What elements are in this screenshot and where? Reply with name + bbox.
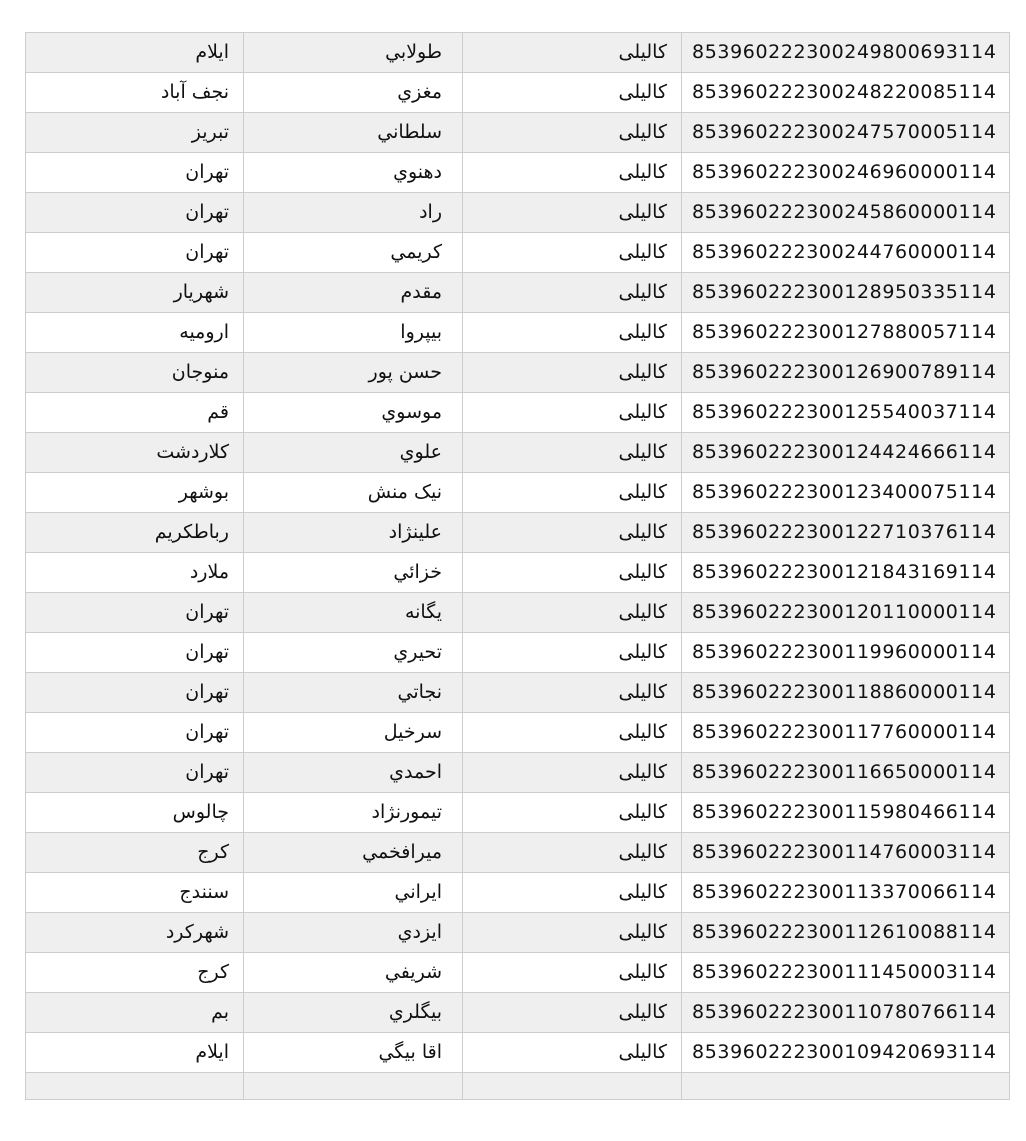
code-cell[interactable]: 853960222300118860000114 (682, 673, 1010, 713)
name-cell[interactable]: حسن پور (244, 353, 463, 393)
name-cell[interactable]: خزائي (244, 553, 463, 593)
name-cell[interactable]: بیگلري (244, 993, 463, 1033)
code-cell[interactable]: 853960222300119960000114 (682, 633, 1010, 673)
code-cell[interactable]: 853960222300126900789114 (682, 353, 1010, 393)
type-cell[interactable]: کالیلی (463, 1033, 682, 1073)
name-cell[interactable]: مقدم (244, 273, 463, 313)
type-cell[interactable]: کالیلی (463, 913, 682, 953)
city-cell[interactable]: بوشهر (26, 473, 244, 513)
city-cell[interactable]: ایلام (26, 1033, 244, 1073)
code-cell[interactable]: 853960222300116650000114 (682, 753, 1010, 793)
table-row (26, 993, 1010, 1033)
table-row (26, 433, 1010, 473)
table-row (26, 553, 1010, 593)
city-cell[interactable]: ارومیه (26, 313, 244, 353)
code-cell[interactable]: 853960222300125540037114 (682, 393, 1010, 433)
table-row (26, 713, 1010, 753)
type-cell[interactable]: کالیلی (463, 833, 682, 873)
type-cell[interactable]: کالیلی (463, 513, 682, 553)
type-cell[interactable]: کالیلی (463, 633, 682, 673)
spreadsheet (25, 32, 1009, 1100)
type-cell[interactable]: کالیلی (463, 193, 682, 233)
name-cell[interactable]: تیمورنژاد (244, 793, 463, 833)
code-cell[interactable]: 853960222300246960000114 (682, 153, 1010, 193)
type-cell[interactable]: کالیلی (463, 793, 682, 833)
code-cell[interactable]: 853960222300248220085114 (682, 73, 1010, 113)
code-cell[interactable]: 853960222300247570005114 (682, 113, 1010, 153)
name-cell[interactable]: ایزدي (244, 913, 463, 953)
type-cell[interactable]: کالیلی (463, 713, 682, 753)
name-cell[interactable]: نیک منش (244, 473, 463, 513)
type-cell[interactable]: کالیلی (463, 473, 682, 513)
table-row (26, 33, 1010, 73)
city-cell[interactable]: ملارد (26, 553, 244, 593)
type-cell[interactable]: کالیلی (463, 433, 682, 473)
code-cell[interactable]: 853960222300114760003114 (682, 833, 1010, 873)
city-cell[interactable]: کرج (26, 953, 244, 993)
city-cell[interactable]: تبریز (26, 113, 244, 153)
name-cell[interactable]: سرخیل (244, 713, 463, 753)
empty-cell[interactable] (463, 1073, 682, 1100)
code-cell[interactable]: 853960222300128950335114 (682, 273, 1010, 313)
table-row (26, 913, 1010, 953)
code-cell[interactable]: 853960222300109420693114 (682, 1033, 1010, 1073)
table-body (26, 33, 1010, 1100)
table-row (26, 73, 1010, 113)
type-cell[interactable]: کالیلی (463, 33, 682, 73)
type-cell[interactable]: کالیلی (463, 593, 682, 633)
name-cell[interactable]: علینژاد (244, 513, 463, 553)
type-cell[interactable]: کالیلی (463, 353, 682, 393)
city-cell[interactable]: نجف آباد (26, 73, 244, 113)
code-cell[interactable]: 853960222300113370066114 (682, 873, 1010, 913)
type-cell[interactable]: کالیلی (463, 233, 682, 273)
city-cell[interactable]: سنندج (26, 873, 244, 913)
name-cell[interactable]: یگانه (244, 593, 463, 633)
type-cell[interactable]: کالیلی (463, 553, 682, 593)
type-cell[interactable]: کالیلی (463, 73, 682, 113)
table-row (26, 673, 1010, 713)
type-cell[interactable]: کالیلی (463, 393, 682, 433)
city-cell[interactable]: بم (26, 993, 244, 1033)
table-row (26, 833, 1010, 873)
type-cell[interactable]: کالیلی (463, 113, 682, 153)
code-cell[interactable]: 853960222300115980466114 (682, 793, 1010, 833)
name-cell[interactable]: مغزي (244, 73, 463, 113)
city-cell[interactable]: چالوس (26, 793, 244, 833)
code-cell[interactable]: 853960222300121843169114 (682, 553, 1010, 593)
code-cell[interactable]: 853960222300117760000114 (682, 713, 1010, 753)
name-cell[interactable]: راد (244, 193, 463, 233)
table-row (26, 633, 1010, 673)
table-row (26, 273, 1010, 313)
table-row (26, 473, 1010, 513)
table-row (26, 153, 1010, 193)
name-cell[interactable]: دهنوي (244, 153, 463, 193)
code-cell[interactable]: 853960222300124424666114 (682, 433, 1010, 473)
table-row (26, 393, 1010, 433)
name-cell[interactable]: سلطاني (244, 113, 463, 153)
type-cell[interactable]: کالیلی (463, 673, 682, 713)
city-cell[interactable]: قم (26, 393, 244, 433)
type-cell[interactable]: کالیلی (463, 873, 682, 913)
type-cell[interactable]: کالیلی (463, 273, 682, 313)
type-cell[interactable]: کالیلی (463, 953, 682, 993)
code-cell[interactable]: 853960222300110780766114 (682, 993, 1010, 1033)
table-row (26, 753, 1010, 793)
empty-row (26, 1073, 1010, 1100)
city-cell[interactable]: تهران (26, 753, 244, 793)
city-cell[interactable]: شهرکرد (26, 913, 244, 953)
table-row (26, 113, 1010, 153)
city-cell[interactable]: تهران (26, 713, 244, 753)
table-row (26, 1033, 1010, 1073)
city-cell[interactable]: شهریار (26, 273, 244, 313)
code-cell[interactable]: 853960222300245860000114 (682, 193, 1010, 233)
name-cell[interactable]: بیپروا (244, 313, 463, 353)
type-cell[interactable]: کالیلی (463, 313, 682, 353)
city-cell[interactable]: کلاردشت (26, 433, 244, 473)
code-cell[interactable]: 853960222300123400075114 (682, 473, 1010, 513)
name-cell[interactable]: نجاتي (244, 673, 463, 713)
type-cell[interactable]: کالیلی (463, 993, 682, 1033)
name-cell[interactable]: ایراني (244, 873, 463, 913)
name-cell[interactable]: میرافخمي (244, 833, 463, 873)
code-cell[interactable]: 853960222300112610088114 (682, 913, 1010, 953)
city-cell[interactable]: تهران (26, 193, 244, 233)
table-row (26, 233, 1010, 273)
table-row (26, 873, 1010, 913)
city-cell[interactable]: تهران (26, 233, 244, 273)
name-cell[interactable]: شریفي (244, 953, 463, 993)
name-cell[interactable]: کریمي (244, 233, 463, 273)
type-cell[interactable]: کالیلی (463, 153, 682, 193)
code-cell[interactable]: 853960222300111450003114 (682, 953, 1010, 993)
table-row (26, 953, 1010, 993)
empty-cell[interactable] (244, 1073, 463, 1100)
city-cell[interactable]: تهران (26, 673, 244, 713)
type-cell[interactable]: کالیلی (463, 753, 682, 793)
table-row (26, 593, 1010, 633)
code-cell[interactable]: 853960222300244760000114 (682, 233, 1010, 273)
name-cell[interactable]: تحیري (244, 633, 463, 673)
empty-cell[interactable] (682, 1073, 1010, 1100)
table-row (26, 193, 1010, 233)
city-cell[interactable]: تهران (26, 153, 244, 193)
city-cell[interactable]: رباطکریم (26, 513, 244, 553)
city-cell[interactable]: تهران (26, 593, 244, 633)
city-cell[interactable]: ایلام (26, 33, 244, 73)
code-cell[interactable]: 853960222300120110000114 (682, 593, 1010, 633)
empty-cell[interactable] (26, 1073, 244, 1100)
name-cell[interactable]: طولابي (244, 33, 463, 73)
table-row (26, 513, 1010, 553)
name-cell[interactable]: اقا بیگي (244, 1033, 463, 1073)
table-row (26, 313, 1010, 353)
code-cell[interactable]: 853960222300127880057114 (682, 313, 1010, 353)
name-cell[interactable]: علوي (244, 433, 463, 473)
table-row (26, 353, 1010, 393)
city-cell[interactable]: کرج (26, 833, 244, 873)
table-row (26, 793, 1010, 833)
name-cell[interactable]: موسوي (244, 393, 463, 433)
city-cell[interactable]: تهران (26, 633, 244, 673)
name-cell[interactable]: احمدي (244, 753, 463, 793)
city-cell[interactable]: منوجان (26, 353, 244, 393)
code-cell[interactable]: 853960222300122710376114 (682, 513, 1010, 553)
data-table (25, 32, 1010, 1100)
code-cell[interactable]: 853960222300249800693114 (682, 33, 1010, 73)
